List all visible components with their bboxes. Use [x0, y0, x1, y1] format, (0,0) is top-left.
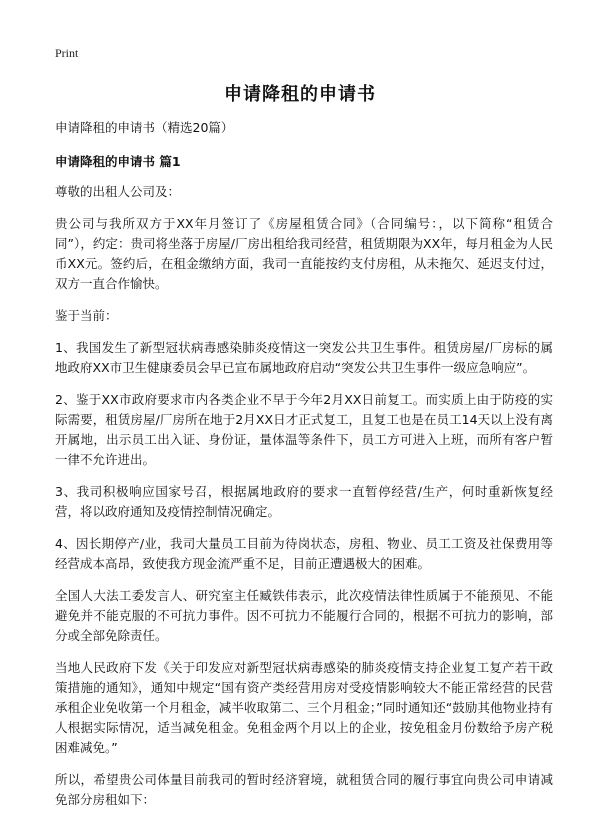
paragraph-point-3: 3、我司积极响应国家号召，根据属地政府的要求一直暂停经营/生产，何时重新恢复经营，将以政府通知及疫情控制情况确定。 [55, 484, 553, 519]
print-link[interactable]: Print [55, 46, 79, 60]
section-heading: 申请降租的申请书 篇1 [55, 154, 181, 169]
paragraph-point-2: 2、鉴于XX市政府要求市内各类企业不早于今年2月XX日前复工。而实质上由于防疫的实际需要，租赁房屋/厂房所在地于2月XX日才正式复工，且复工也是在员工14天以上没有离开属地，出示员工出入证、身份证，量体温等条件下，员工方可进入上班，而所有客户暂一律不允许进出。 [55, 392, 553, 467]
salutation: 尊敬的出租人公司及： [55, 184, 181, 199]
paragraph-contract-background: 贵公司与我所双方于XX年月签订了《房屋租赁合同》（合同编号：，以下简称“租赁合同”），约定：贵司将坐落于房屋/厂房出租给我司经营，租赁期限为XX年，每月租金为人民币XX元。签约后，在租金缴纳方面，我司一直能按约支付房租，从未拖欠、延迟支付过，双方一直合作愉快。 [55, 216, 553, 291]
paragraph-request: 所以，希望贵公司体量目前我司的暂时经济窘境，就租赁合同的履行事宜向贵公司申请减免部分房租如下： [55, 772, 553, 807]
paragraph-point-1: 1、我国发生了新型冠状病毒感染肺炎疫情这一突发公共卫生事件。租赁房屋/厂房标的属地政府XX市卫生健康委员会早已宣布属地政府启动“突发公共卫生事件一级应急响应”。 [55, 340, 553, 375]
paragraph-government-notice: 当地人民政府下发《关于印发应对新型冠状病毒感染的肺炎疫情支持企业复工复产若干政策措施的通知》，通知中规定“国有资产类经营用房对受疫情影响较大不能正常经营的民营承租企业免收第一个月租金，减半收取第二、三个月租金；”同时通知还“鼓励其他物业持有人根据实际情况，适当减免租金。免租金两个月以上的企业，按免租金月份数给予房产税困难减免。” [55, 660, 553, 755]
paragraph-force-majeure: 全国人大法工委发言人、研究室主任臧铁伟表示，此次疫情法律性质属于不能预见、不能避免并不能克服的不可抗力事件。因不可抗力不能履行合同的，根据不可抗力的影响，部分或全部免除责任。 [55, 588, 553, 643]
document-body [55, 118, 553, 822]
paragraph-point-4: 4、因长期停产/业，我司大量员工目前为待岗状态，房租、物业、员工工资及社保费用等经营成本高昂，致使我方现金流严重不足，目前正遭遇极大的困难。 [55, 536, 553, 571]
document-title: 申请降租的申请书 [224, 84, 376, 105]
document-subtitle: 申请降租的申请书（精选20篇） [55, 120, 234, 135]
paragraph-given-current: 鉴于当前： [55, 308, 118, 323]
